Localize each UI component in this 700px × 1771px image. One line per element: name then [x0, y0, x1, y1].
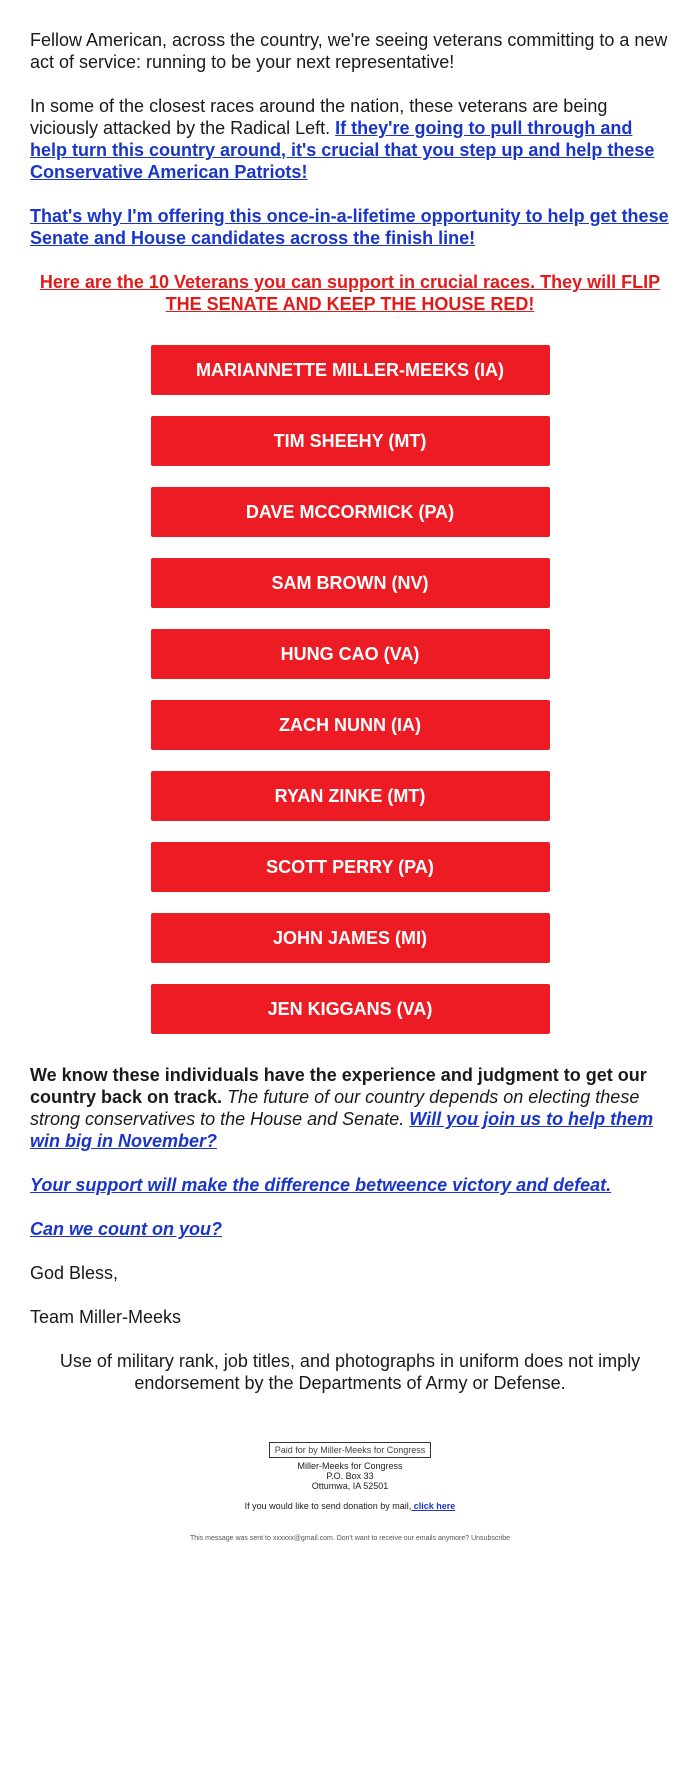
step-up-link[interactable]: If they're going to pull through and help turn this country around, it's crucial that you step up and help these Conservative American Patriots! [30, 118, 655, 182]
address-city: Ottumwa, IA 52501 [311, 1481, 389, 1491]
count-on-you-link[interactable]: Can we count on you? [30, 1219, 222, 1239]
paid-for-by-box: Paid for by Miller-Meeks for Congress [269, 1442, 432, 1458]
mail-donation-link[interactable]: click here [411, 1501, 456, 1511]
opportunity-link[interactable]: That's why I'm offering this once-in-a-lifetime opportunity to help get these Senate and House candidates across the finish line! [30, 206, 669, 248]
candidate-button-kiggans[interactable]: JEN KIGGANS (VA) [151, 984, 550, 1034]
opportunity-paragraph [30, 205, 670, 249]
support-link[interactable]: Your support will make the difference betweence victory and defeat. [30, 1175, 612, 1195]
mailing-address [30, 1461, 670, 1491]
intro-paragraph: Fellow American, across the country, we're seeing veterans committing to a new act of service: running to be your next representative! [30, 30, 668, 72]
unsubscribe-line[interactable]: This message was sent to xxxxxx@gmail.com. Don't want to receive our emails anymore? Unsubscribe [189, 1535, 511, 1542]
experience-paragraph [30, 1064, 670, 1152]
closing-section [30, 1064, 670, 1394]
count-paragraph [30, 1218, 670, 1240]
candidate-button-perry[interactable]: SCOTT PERRY (PA) [151, 842, 550, 892]
veterans-headline [30, 271, 670, 315]
candidate-button-miller-meeks[interactable]: MARIANNETTE MILLER-MEEKS (IA) [151, 345, 550, 395]
candidate-button-sheehy[interactable]: TIM SHEEHY (MT) [151, 416, 550, 466]
experience-bold-text: We know these individuals have the experience and judgment to get our country back on track. [30, 1065, 647, 1107]
candidate-button-brown[interactable]: SAM BROWN (NV) [151, 558, 550, 608]
candidate-button-james[interactable]: JOHN JAMES (MI) [151, 913, 550, 963]
address-po-box: P.O. Box 33 [326, 1471, 374, 1481]
candidate-button-nunn[interactable]: ZACH NUNN (IA) [151, 700, 550, 750]
experience-italic-text: The future of our country depends on electing these strong conservatives to the House and Senate. [30, 1087, 640, 1129]
candidate-button-zinke[interactable]: RYAN ZINKE (MT) [151, 771, 550, 821]
team-signature: Team Miller-Meeks [30, 1307, 182, 1327]
address-org: Miller-Meeks for Congress [297, 1461, 403, 1471]
join-us-link[interactable]: Will you join us to help them win big in November? [30, 1109, 654, 1151]
candidate-button-mccormick[interactable]: DAVE MCCORMICK (PA) [151, 487, 550, 537]
candidate-button-list [30, 345, 670, 1034]
radical-left-text: In some of the closest races around the nation, these veterans are being viciously attacked by the Radical Left. [30, 96, 608, 138]
candidate-button-cao[interactable]: HUNG CAO (VA) [151, 629, 550, 679]
signoff-text: God Bless, [30, 1263, 119, 1283]
email-footer [30, 1442, 670, 1542]
military-disclaimer: Use of military rank, job titles, and photographs in uniform does not imply endorsement by the Departments of Army or Defense. [59, 1351, 641, 1393]
radical-left-paragraph [30, 95, 670, 183]
mail-donation-line [30, 1501, 670, 1511]
mail-donation-text: If you would like to send donation by mail, [244, 1501, 412, 1511]
support-paragraph [30, 1174, 670, 1196]
veterans-headline-link[interactable]: Here are the 10 Veterans you can support in crucial races. They will FLIP THE SENATE AND KEEP THE HOUSE RED! [39, 272, 661, 314]
